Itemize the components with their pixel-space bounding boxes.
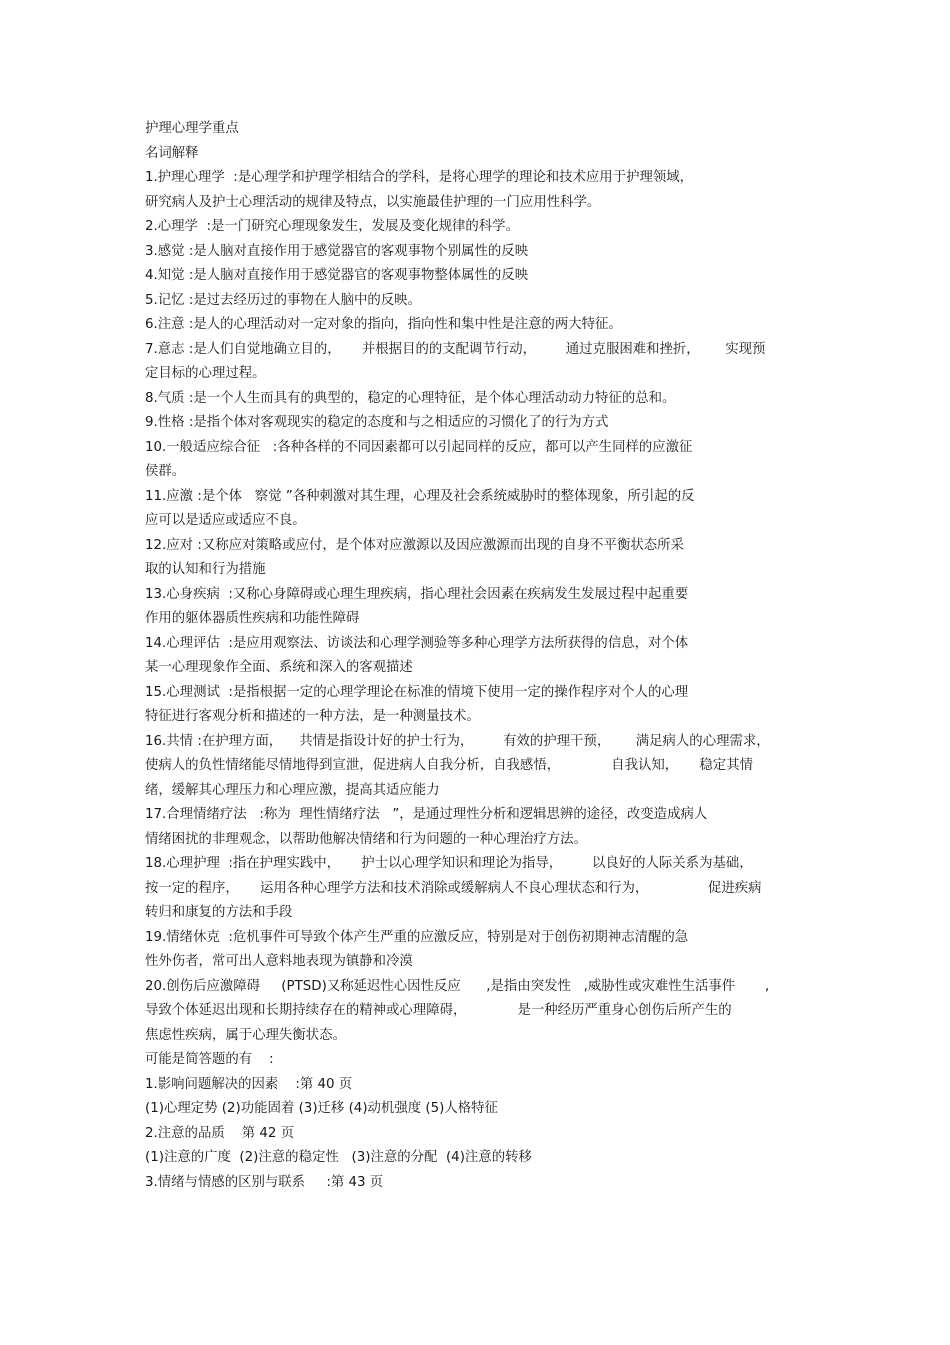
- text-line: 3.情绪与情感的区别与联系 :第 43 页: [145, 1174, 384, 1190]
- document-content: [145, 117, 835, 1195]
- section-heading-terms: 名词解释: [145, 145, 199, 161]
- text-line: 绪，缓解其心理压力和心理应激，提高其适应能力: [145, 782, 440, 798]
- text-line: 焦虑性疾病，属于心理失衡状态。: [145, 1027, 346, 1043]
- text-line: 性外伤者，常可出人意料地表现为镇静和冷漠: [145, 954, 413, 969]
- text-line: 12.应对 :又称应对策略或应付，是个体对应激源以及因应激源而出现的自身不平衡状态所采: [145, 537, 684, 553]
- text-line: 2.心理学 :是一门研究心理现象发生，发展及变化规律的科学。: [145, 219, 519, 234]
- text-line: 8.气质 :是一个人生而具有的典型的，稳定的心理特征，是个体心理活动动力特征的总和。: [145, 390, 676, 406]
- text-line: 1.影响问题解决的因素 :第 40 页: [145, 1076, 353, 1092]
- text-line: 6.注意 :是人的心理活动对一定对象的指向，指向性和集中性是注意的两大特征。: [145, 317, 622, 332]
- text-line: 某一心理现象作全面、系统和深入的客观描述: [145, 660, 413, 675]
- text-line: 17.合理情绪疗法 :称为 理性情绪疗法 ”，是通过理性分析和逻辑思辨的途径，改变造成病人: [145, 807, 708, 822]
- section-heading-short-answer: 可能是简答题的有 :: [145, 1052, 274, 1067]
- text-line: 情绪困扰的非理观念，以帮助他解决情绪和行为问题的一种心理治疗方法。: [145, 831, 587, 847]
- text-line: 13.心身疾病 :又称心身障碍或心理生理疾病，指心理社会因素在疾病发生发展过程中起重要: [145, 586, 689, 602]
- text-line: 研究病人及护士心理活动的规律及特点，以实施最佳护理的一门应用性科学。: [145, 194, 601, 210]
- text-line: 16.共情 :在护理方面， 共情是指设计好的护士行为， 有效的护理干预， 满足病人的心理需求，: [145, 733, 770, 749]
- text-line: 3.感觉 :是人脑对直接作用于感觉器官的客观事物个别属性的反映: [145, 243, 529, 259]
- text-line: 20.创伤后应激障碍 (PTSD)又称延迟性心因性反应 ,是指由突发性 ,威胁性或灾难性生活事件 ,: [145, 978, 770, 994]
- text-line: 1.护理心理学 :是心理学和护理学相结合的学科，是将心理学的理论和技术应用于护理领域，: [145, 170, 694, 185]
- text-line: 2.注意的品质 第 42 页: [145, 1125, 295, 1141]
- text-line: 5.记忆 :是过去经历过的事物在人脑中的反映。: [145, 292, 421, 308]
- text-line: (1)注意的广度 (2)注意的稳定性 (3)注意的分配 (4)注意的转移: [145, 1150, 532, 1165]
- text-line: 使病人的负性情绪能尽情地得到宣泄，促进病人自我分析，自我感悟， 自我认知， 稳定其情: [145, 758, 753, 773]
- text-line: 18.心理护理 :指在护理实践中， 护士以心理学知识和理论为指导， 以良好的人际关系为基础，: [145, 856, 753, 871]
- text-line: 15.心理测试 :是指根据一定的心理学理论在标准的情境下使用一定的操作程序对个人的心理: [145, 684, 689, 700]
- text-line: 转归和康复的方法和手段: [145, 905, 293, 920]
- text-line: 按一定的程序， 运用各种心理学方法和技术消除或缓解病人不良心理状态和行为， 促进疾病: [145, 880, 762, 896]
- text-line: 定目标的心理过程。: [145, 366, 266, 381]
- text-line: 10.一般适应综合征 :各种各样的不同因素都可以引起同样的反应，都可以产生同样的应激征: [145, 439, 693, 455]
- text-line: 作用的躯体器质性疾病和功能性障碍: [145, 611, 360, 626]
- text-line: 14.心理评估 :是应用观察法、访谈法和心理学测验等多种心理学方法所获得的信息，对个体: [145, 635, 689, 651]
- text-line: 取的认知和行为措施: [145, 562, 266, 577]
- text-line: 19.情绪休克 :危机事件可导致个体产生严重的应激反应，特别是对于创伤初期神志清醒的急: [145, 929, 689, 945]
- text-line: 4.知觉 :是人脑对直接作用于感觉器官的客观事物整体属性的反映: [145, 268, 529, 283]
- text-line: 导致个体延迟出现和长期持续存在的精神或心理障碍， 是一种经历严重身心创伤后所产生的: [145, 1003, 732, 1018]
- text-line: 11.应激 :是个体 察觉 ”各种刺激对其生理，心理及社会系统威胁时的整体现象，所引起的反: [145, 488, 695, 504]
- text-line: 9.性格 :是指个体对客观现实的稳定的态度和与之相适应的习惯化了的行为方式: [145, 415, 609, 430]
- document-title: 护理心理学重点: [145, 121, 239, 136]
- text-line: 侯群。: [145, 464, 186, 479]
- text-line: (1)心理定势 (2)功能固着 (3)迁移 (4)动机强度 (5)人格特征: [145, 1101, 498, 1116]
- text-line: 7.意志 :是人们自觉地确立目的， 并根据目的的支配调节行动， 通过克服困难和挫折， 实现预: [145, 341, 766, 357]
- text-line: 特征进行客观分析和描述的一种方法，是一种测量技术。: [145, 709, 480, 724]
- text-line: 应可以是适应或适应不良。: [145, 513, 306, 528]
